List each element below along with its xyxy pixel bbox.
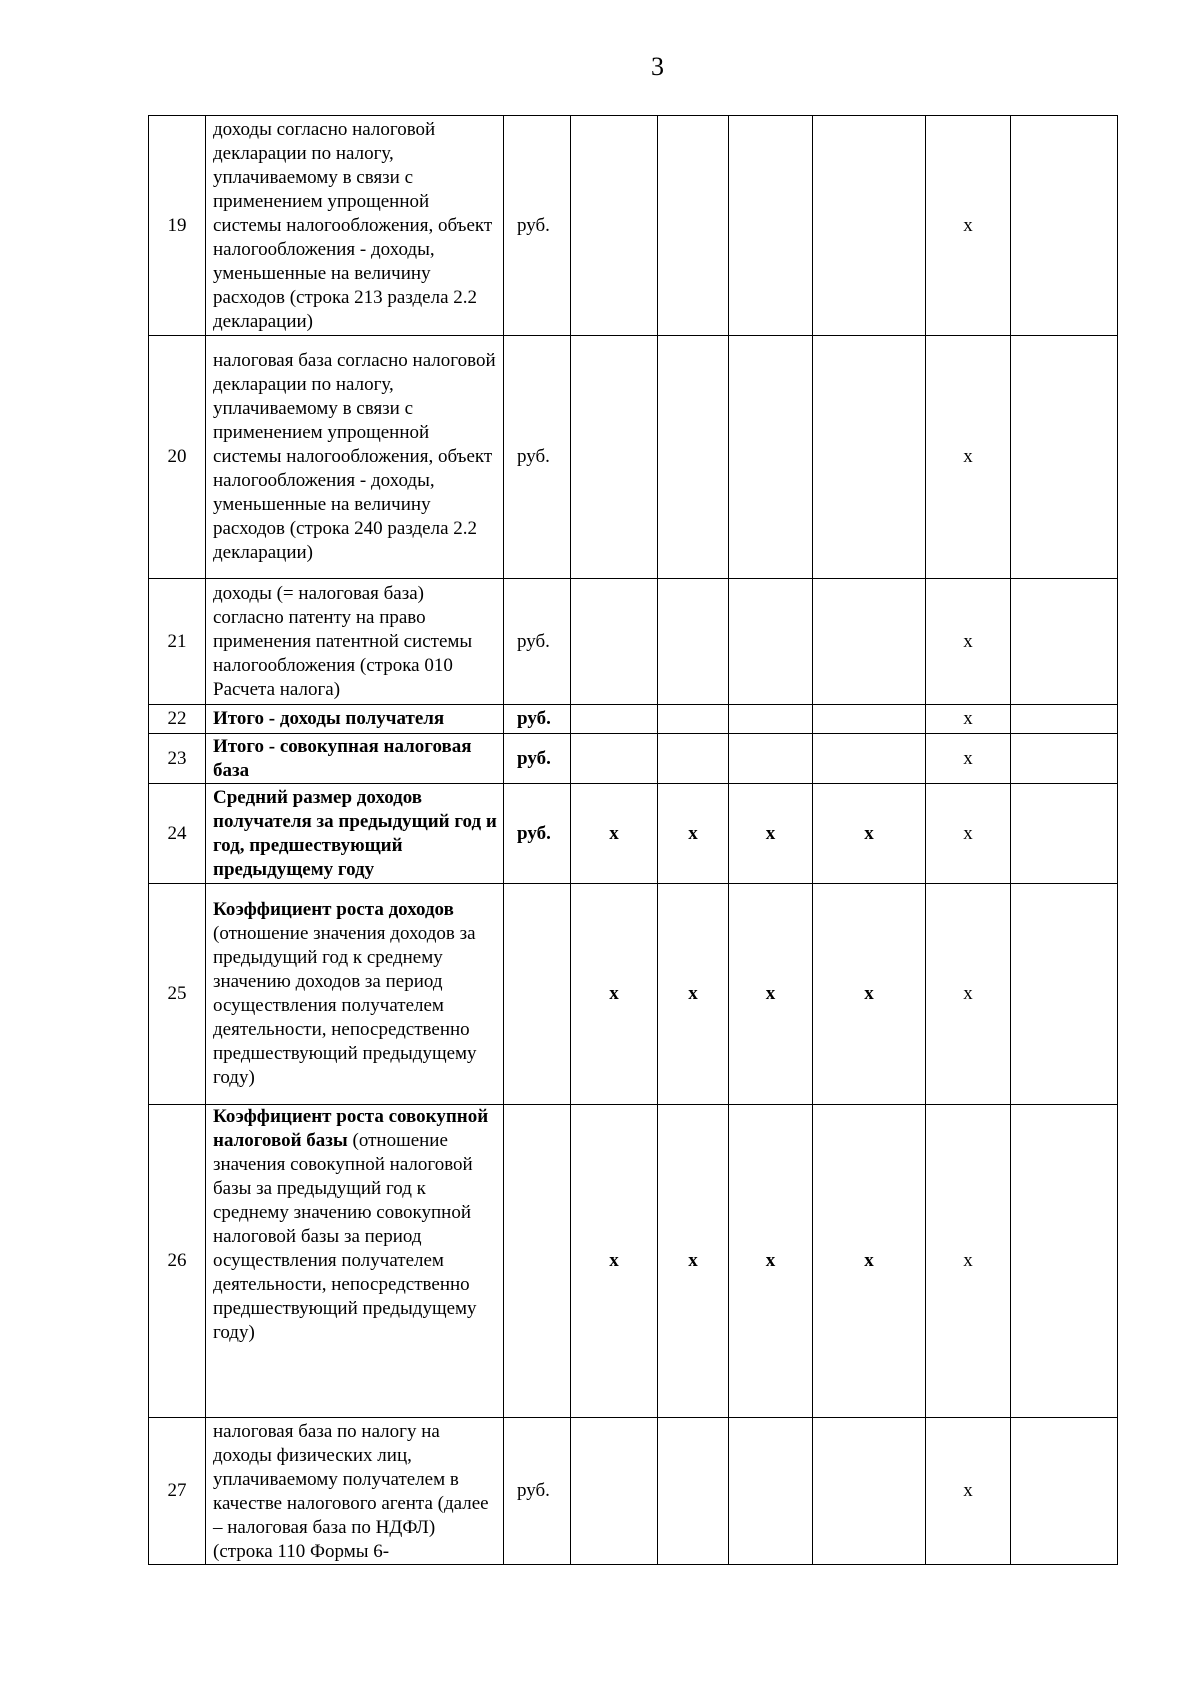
table-row — [149, 784, 1118, 884]
row-mark-cell — [658, 336, 729, 579]
row-description — [206, 705, 504, 734]
row-description — [206, 1105, 504, 1418]
row-mark-cell: x — [926, 884, 1011, 1105]
row-number: 23 — [149, 734, 206, 784]
row-mark-cell — [729, 579, 813, 705]
row-mark-cell: x — [571, 884, 658, 1105]
row-mark-cell — [658, 705, 729, 734]
row-description-text: Коэффициент роста доходов — [213, 899, 454, 920]
row-number: 22 — [149, 705, 206, 734]
row-unit: руб. — [504, 734, 571, 784]
row-number: 19 — [149, 116, 206, 336]
row-unit — [504, 1105, 571, 1418]
row-mark-cell — [658, 579, 729, 705]
table-row — [149, 884, 1118, 1105]
row-mark-cell — [813, 734, 926, 784]
row-mark-cell: x — [926, 784, 1011, 884]
row-description — [206, 116, 504, 336]
row-mark-cell — [1011, 784, 1118, 884]
row-mark-cell — [658, 116, 729, 336]
row-mark-cell: x — [813, 1105, 926, 1418]
row-description — [206, 884, 504, 1105]
row-mark-cell: x — [926, 705, 1011, 734]
row-mark-cell — [571, 116, 658, 336]
page-number: 3 — [651, 52, 664, 81]
row-mark-cell — [1011, 336, 1118, 579]
table-row — [149, 579, 1118, 705]
row-mark-cell — [729, 116, 813, 336]
row-unit: руб. — [504, 784, 571, 884]
row-description — [206, 784, 504, 884]
row-mark-cell — [729, 734, 813, 784]
row-description-text: Итого - доходы получателя — [213, 708, 445, 729]
row-description-text: доходы согласно налоговой декларации по налогу, уплачиваемому в связи с применением упрощенной системы налогообложения, объект налогообложения - доходы, уменьшенные на величину расходов (строка 213 раздела 2.2 декларации) — [213, 118, 493, 332]
table-row — [149, 336, 1118, 579]
table-row — [149, 116, 1118, 336]
table-row — [149, 1105, 1118, 1418]
row-unit — [504, 884, 571, 1105]
row-mark-cell — [1011, 1105, 1118, 1418]
row-mark-cell: x — [813, 784, 926, 884]
row-description-text: (отношение значения доходов за предыдущий год к среднему значению доходов за период осуществления получателем деятельности, непосредственно предшествующий предыдущему году) — [213, 923, 477, 1088]
row-description-text: (отношение значения совокупной налоговой базы за предыдущий год к среднему значению совокупной налоговой базы за период осуществления получателем деятельности, непосредственно предшествующий предыдущему году) — [213, 1130, 477, 1343]
row-mark-cell — [813, 1418, 926, 1565]
row-mark-cell — [571, 579, 658, 705]
row-mark-cell: x — [926, 336, 1011, 579]
row-unit: руб. — [504, 705, 571, 734]
row-mark-cell — [813, 336, 926, 579]
row-mark-cell — [571, 705, 658, 734]
row-mark-cell: x — [729, 884, 813, 1105]
row-mark-cell: x — [571, 1105, 658, 1418]
row-mark-cell: x — [926, 1105, 1011, 1418]
row-description — [206, 336, 504, 579]
row-description-text: Средний размер доходов получателя за предыдущий год и год, предшествующий предыдущему году — [213, 786, 497, 880]
row-mark-cell: x — [729, 784, 813, 884]
row-mark-cell — [1011, 884, 1118, 1105]
indicators-table — [148, 115, 1118, 1565]
row-mark-cell: x — [658, 884, 729, 1105]
row-mark-cell — [658, 1418, 729, 1565]
row-unit: руб. — [504, 116, 571, 336]
table-row — [149, 705, 1118, 734]
row-mark-cell — [813, 116, 926, 336]
row-mark-cell — [729, 1418, 813, 1565]
row-description-text: налоговая база по налогу на доходы физических лиц, уплачиваемому получателем в качестве налогового агента (далее – налоговая база по НДФЛ) (строка 110 Формы 6- — [213, 1421, 489, 1562]
row-mark-cell: x — [729, 1105, 813, 1418]
row-unit: руб. — [504, 579, 571, 705]
row-number: 25 — [149, 884, 206, 1105]
row-mark-cell: x — [813, 884, 926, 1105]
row-unit: руб. — [504, 1418, 571, 1565]
row-mark-cell — [1011, 705, 1118, 734]
row-description-text: доходы (= налоговая база) согласно патенту на право применения патентной системы налогообложения (строка 010 Расчета налога) — [213, 582, 473, 700]
row-number: 26 — [149, 1105, 206, 1418]
row-number: 20 — [149, 336, 206, 579]
row-mark-cell: x — [926, 116, 1011, 336]
row-mark-cell — [729, 336, 813, 579]
row-mark-cell — [1011, 579, 1118, 705]
row-mark-cell — [571, 336, 658, 579]
row-number: 24 — [149, 784, 206, 884]
table-row — [149, 734, 1118, 784]
row-mark-cell — [813, 705, 926, 734]
row-mark-cell: x — [926, 579, 1011, 705]
row-mark-cell — [813, 579, 926, 705]
row-mark-cell: x — [571, 784, 658, 884]
row-mark-cell — [571, 1418, 658, 1565]
row-mark-cell: x — [658, 784, 729, 884]
row-description — [206, 734, 504, 784]
row-mark-cell: x — [926, 734, 1011, 784]
row-mark-cell — [1011, 734, 1118, 784]
row-number: 21 — [149, 579, 206, 705]
row-mark-cell: x — [658, 1105, 729, 1418]
row-description-text: Коэффициент роста совокупной налоговой базы — [213, 1106, 489, 1151]
row-mark-cell: x — [926, 1418, 1011, 1565]
row-mark-cell — [1011, 116, 1118, 336]
row-description-text: Итого - совокупная налоговая база — [213, 735, 472, 781]
row-mark-cell — [729, 705, 813, 734]
row-description — [206, 579, 504, 705]
row-mark-cell — [571, 734, 658, 784]
row-number: 27 — [149, 1418, 206, 1565]
row-mark-cell — [1011, 1418, 1118, 1565]
row-mark-cell — [658, 734, 729, 784]
row-unit: руб. — [504, 336, 571, 579]
row-description — [206, 1418, 504, 1565]
row-description-text: налоговая база согласно налоговой декларации по налогу, уплачиваемому в связи с применением упрощенной системы налогообложения, объект налогообложения - доходы, уменьшенные на величину расходов (строка 240 раздела 2.2 декларации) — [213, 350, 496, 563]
table-row — [149, 1418, 1118, 1565]
